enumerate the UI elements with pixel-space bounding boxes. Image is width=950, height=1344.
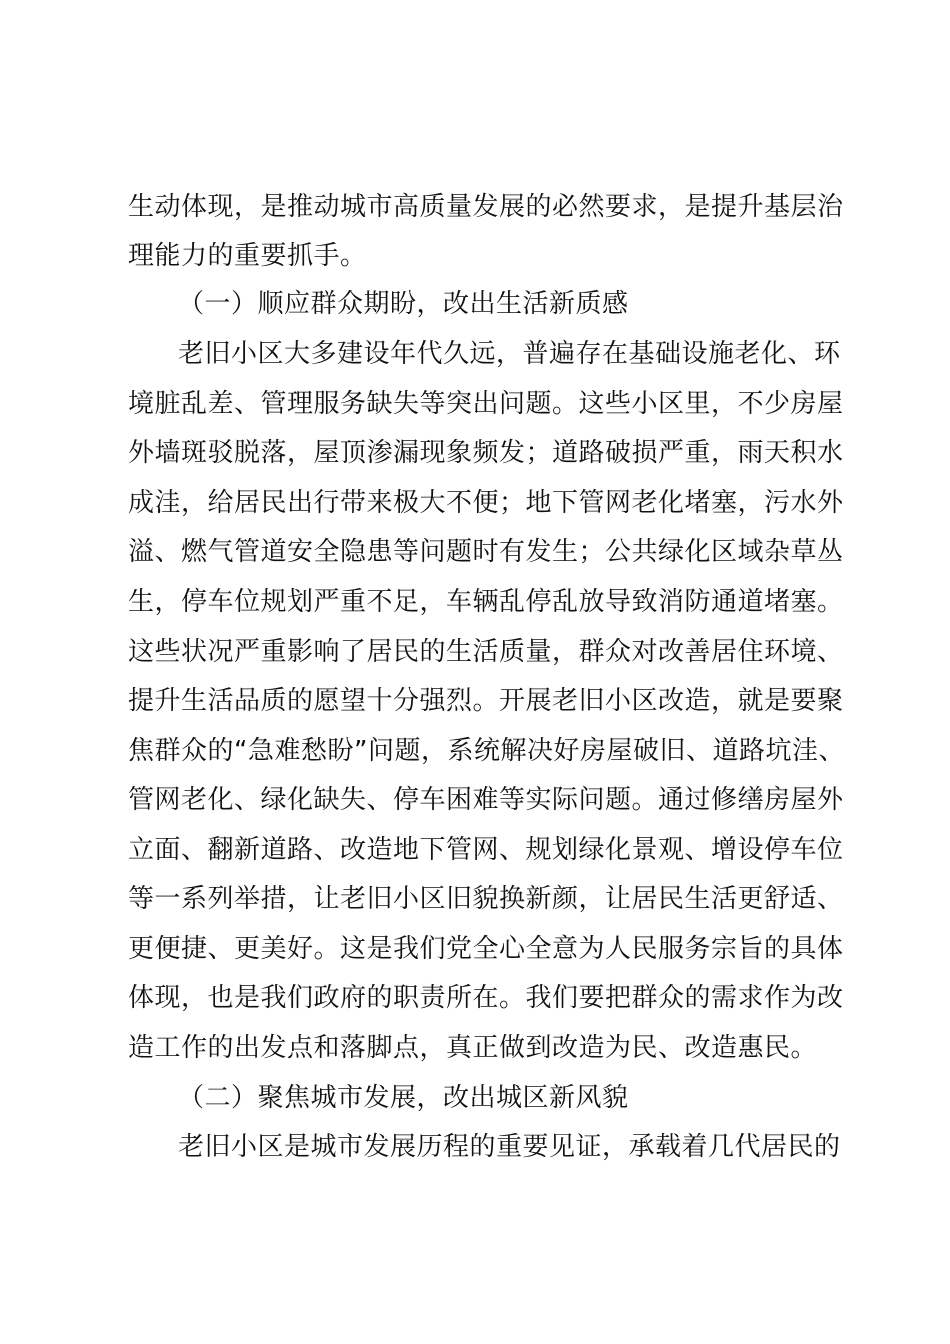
paragraph-line: 理能力的重要抓手。: [128, 241, 367, 271]
section-heading-2: （二）聚焦城市发展，改出城区新风貌: [178, 1083, 629, 1113]
paragraph-line: 立面、翻新道路、改造地下管网、规划绿化景观、增设停车位: [128, 835, 844, 865]
paragraph-line: 焦群众的“急难愁盼”问题，系统解决好房屋破旧、道路坑洼、: [128, 736, 845, 766]
paragraph-line: 外墙斑驳脱落，屋顶渗漏现象频发；道路破损严重，雨天积水: [128, 438, 844, 468]
section-heading-1: （一）顺应群众期盼，改出生活新质感: [178, 289, 629, 319]
paragraph-line: 管网老化、绿化缺失、停车困难等实际问题。通过修缮房屋外: [128, 785, 844, 815]
paragraph-line: 这些状况严重影响了居民的生活质量，群众对改善居住环境、: [128, 637, 844, 667]
paragraph-line: 造工作的出发点和落脚点，真正做到改造为民、改造惠民。: [128, 1033, 818, 1063]
paragraph-line: 成洼，给居民出行带来极大不便；地下管网老化堵塞，污水外: [128, 488, 844, 518]
paragraph-line: 老旧小区大多建设年代久远，普遍存在基础设施老化、环: [178, 339, 841, 369]
paragraph-line: 生，停车位规划严重不足，车辆乱停乱放导致消防通道堵塞。: [128, 587, 844, 617]
paragraph-line: 等一系列举措，让老旧小区旧貌换新颜，让居民生活更舒适、: [128, 884, 844, 914]
paragraph-line: 生动体现，是推动城市高质量发展的必然要求，是提升基层治: [128, 192, 844, 222]
paragraph-line: 更便捷、更美好。这是我们党全心全意为人民服务宗旨的具体: [128, 934, 844, 964]
paragraph-line: 溢、燃气管道安全隐患等问题时有发生；公共绿化区域杂草丛: [128, 537, 844, 567]
paragraph-line: 体现，也是我们政府的职责所在。我们要把群众的需求作为改: [128, 983, 844, 1013]
paragraph-line: 老旧小区是城市发展历程的重要见证，承载着几代居民的: [178, 1132, 841, 1162]
paragraph-line: 境脏乱差、管理服务缺失等突出问题。这些小区里，不少房屋: [128, 389, 844, 419]
paragraph-line: 提升生活品质的愿望十分强烈。开展老旧小区改造，就是要聚: [128, 686, 844, 716]
